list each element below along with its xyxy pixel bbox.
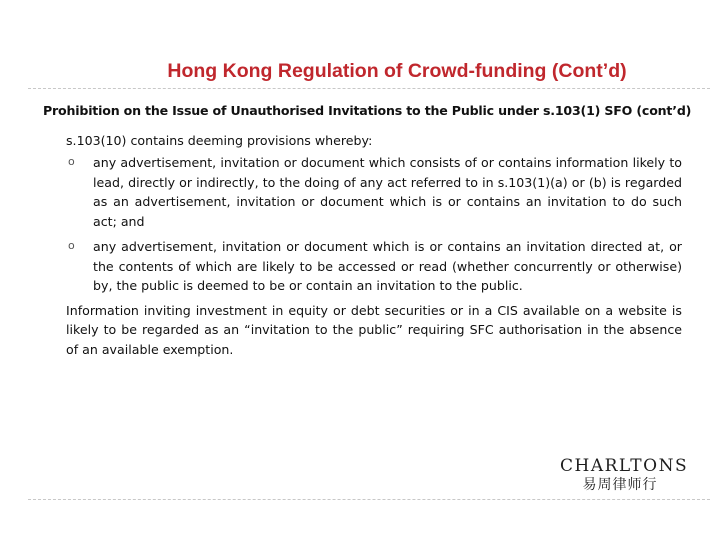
bullet-item xyxy=(40,301,682,360)
bottom-divider xyxy=(28,499,710,500)
sub-bullet-text: any advertisement, invitation or document which is or contains an invitation directed at, or the contents of which are likely to be accessed or read (whether concurrently or otherwise) by, the public is deemed to be or contain an invitation to the public. xyxy=(93,239,682,293)
slide-title: Hong Kong Regulation of Crowd-funding (Cont’d) xyxy=(167,60,627,82)
bullet-item xyxy=(40,131,682,151)
top-divider xyxy=(28,88,710,89)
sub-bullet-item xyxy=(40,153,682,231)
slide-content xyxy=(40,101,692,359)
charltons-logo xyxy=(560,456,689,494)
bullet-text: s.103(10) contains deeming provisions whereby: xyxy=(66,132,373,148)
slide-subtitle: Prohibition on the Issue of Unauthorised Invitations to the Public under s.103(1) SFO (cont’d) xyxy=(43,103,692,118)
logo-chinese-text: 易周律师行 xyxy=(582,477,658,493)
circle-bullet-icon: o xyxy=(68,155,75,168)
logo-english-text: CHARLTONS xyxy=(560,456,689,476)
sub-bullet-text: any advertisement, invitation or document which consists of or contains information likely to lead, directly or indirectly, to the doing of any act referred to in s.103(1)(a) or (b) is regarded as an advertisement, invitation or document which is or contains an invitation to do such act; and xyxy=(93,155,682,229)
bullet-text: Information inviting investment in equity or debt securities or in a CIS available on a website is likely to be regarded as an “invitation to the public” requiring SFC authorisation in the absence of an available exemption. xyxy=(66,302,682,357)
sub-bullet-item xyxy=(40,237,682,296)
circle-bullet-icon: o xyxy=(68,239,75,252)
